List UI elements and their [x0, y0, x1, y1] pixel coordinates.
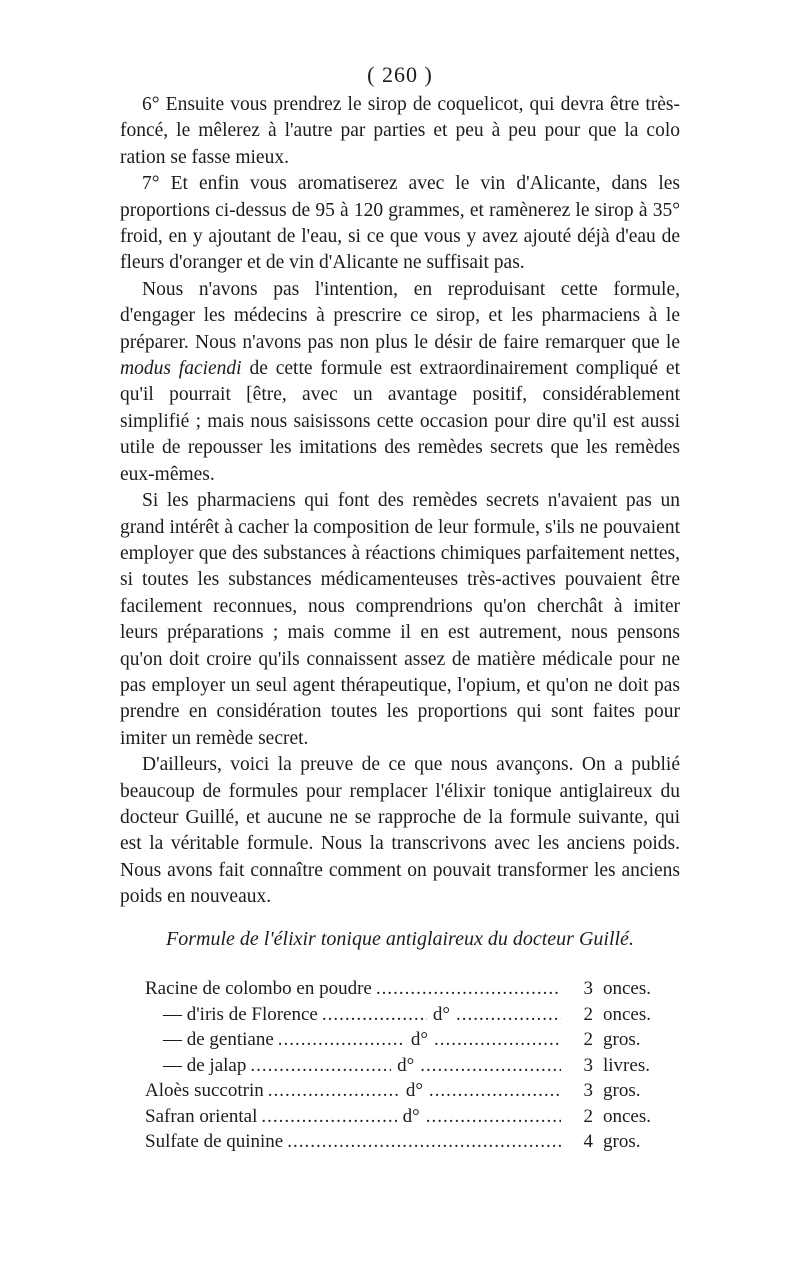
paragraph-step-6: 6° Ensuite vous prendrez le sirop de coquelicot, qui devra être très-foncé, le mêlerez à l'autre par parties et peu à peu pour que la colo ration se fasse mieux.	[120, 94, 680, 168]
ingredient-quantity: 2	[583, 1003, 593, 1025]
ingredient-unit: gros.	[603, 1029, 641, 1050]
ingredient-name: Safran oriental	[145, 1105, 258, 1127]
ditto-mark: d°	[432, 1003, 450, 1025]
dot-leader	[420, 1055, 561, 1077]
ingredient-unit: gros.	[603, 1080, 641, 1101]
ingredient-quantity: 2	[583, 1029, 593, 1050]
dot-leader	[456, 1004, 561, 1026]
dot-leader	[376, 978, 561, 1000]
ingredient-name: — d'iris de Florence	[163, 1003, 318, 1025]
formula-title: Formule de l'élixir tonique antiglaireux du docteur Guillé.	[166, 928, 634, 950]
dot-leader	[426, 1106, 561, 1128]
italic-latin-term: modus faciendi	[120, 358, 242, 380]
dot-leader	[287, 1131, 561, 1153]
ingredient-unit: onces.	[602, 1105, 651, 1127]
recipe-row	[145, 1029, 665, 1055]
ingredient-quantity: 4	[583, 1131, 593, 1152]
ditto-mark: d°	[405, 1080, 423, 1101]
ingredient-unit: onces.	[603, 1003, 652, 1025]
paragraph-intention	[120, 277, 680, 488]
dot-leader	[322, 1004, 427, 1026]
recipe-row	[145, 1080, 665, 1106]
ingredient-name: Aloès succotrin	[145, 1080, 264, 1101]
paragraph-step-7: 7° Et enfin vous aromatiserez avec le vin d'Alicante, dans les proportions ci-dessus de 95 à 120 grammes, et ramènerez le sirop à 35° froid, en y ajoutant de l'eau, si ce que vous y avez ajouté déjà d'eau de fleurs d'oranger et de vin d'Alicante ne suffisait pas.	[120, 173, 680, 274]
dot-leader	[278, 1029, 405, 1051]
recipe-row	[145, 1106, 665, 1132]
ingredient-quantity: 3	[583, 1080, 593, 1101]
paragraph-text: Nous n'avons pas l'intention, en reproduisant cette formule, d'engager les médecins à prescrire ce sirop, et les pharmaciens à le préparer. Nous n'avons pas non plus le désir de faire remarquer que le	[120, 278, 680, 353]
ingredient-unit: onces.	[603, 978, 652, 999]
body-text	[120, 92, 680, 911]
dot-leader	[429, 1080, 561, 1102]
recipe-row	[145, 1131, 665, 1157]
dot-leader	[250, 1055, 391, 1077]
ingredient-unit: livres.	[603, 1054, 650, 1076]
paragraph-text: de cette formule est extraordinairement compliqué et qu'il pourrait [être, avec un avantage positif, considérablement simplifié ; mais nous saisissons cette occasion pour dire qu'il est aussi utile de repousser les imitations des remèdes secrets que les remèdes eux-mêmes.	[120, 358, 681, 485]
recipe-row	[145, 978, 665, 1004]
ingredient-unit: gros.	[603, 1131, 641, 1152]
ingredient-name: — de jalap	[163, 1054, 247, 1076]
recipe-row	[145, 1055, 665, 1081]
page-number: ( 260 )	[367, 62, 433, 87]
ingredient-quantity: 3	[583, 978, 593, 999]
paragraph-proof: D'ailleurs, voici la preuve de ce que nous avançons. On a publié beaucoup de formules pour remplacer l'élixir tonique antiglaireux du docteur Guillé, et aucune ne se rapproche de la formule suivante, qui est la véritable formule. Nous la transcrivons avec les anciens poids. Nous avons fait connaître comment on pouvait transformer les anciens poids en nouveaux.	[120, 754, 680, 908]
ingredient-quantity: 2	[583, 1105, 593, 1127]
dot-leader	[268, 1080, 400, 1102]
ditto-mark: d°	[402, 1105, 420, 1127]
ingredient-quantity: 3	[583, 1054, 593, 1076]
recipe-list	[145, 978, 665, 1157]
ingredient-name: Racine de colombo en poudre	[145, 978, 372, 999]
ingredient-name: — de gentiane	[163, 1029, 274, 1050]
dot-leader	[261, 1106, 396, 1128]
recipe-row	[145, 1004, 665, 1030]
paragraph-pharmacists: Si les pharmaciens qui font des remèdes secrets n'avaient pas un grand intérêt à cacher la composition de leur formule, s'ils ne pouvaient employer que des substances à réactions chimiques parfaitement nettes, si toutes les substances médicamenteuses très-actives pouvaient être facilement reconnues, nous comprendrions qu'on cherchât à imiter leurs préparations ; mais comme il en est autrement, nous pensons qu'on doit croire qu'ils connaissent assez de matière médicale pour ne pas employer un seul agent thérapeutique, l'opium, et qu'on ne doit pas prendre en considération toutes les proportions qui sont faites pour imiter un remède secret.	[120, 490, 680, 749]
ingredient-name: Sulfate de quinine	[145, 1131, 284, 1152]
ditto-mark: d°	[397, 1054, 415, 1076]
dot-leader	[434, 1029, 561, 1051]
ditto-mark: d°	[410, 1029, 428, 1050]
